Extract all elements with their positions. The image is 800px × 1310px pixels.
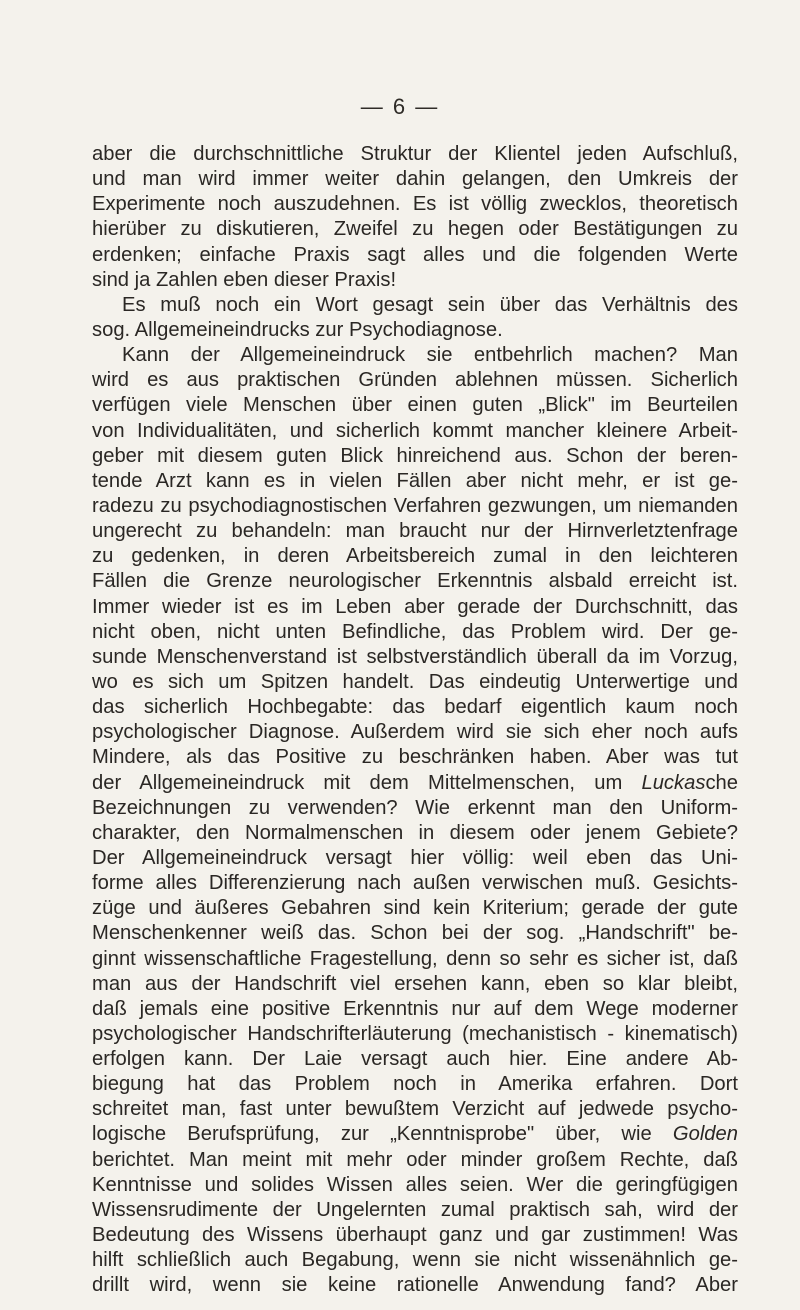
text-line: sind ja Zahlen eben dieser Praxis! [92,268,397,291]
text-line: ungerecht zu behandeln: man braucht nur der Hirnverletztenfrage [92,520,738,543]
page-number: — 6 — [360,94,440,119]
text-line: hierüber zu diskutieren, Zweifel zu hegen oder Bestätigungen zu [92,218,738,241]
text-line: von Individualitäten, und sicherlich kommt mancher kleinere Arbeit- [92,419,738,442]
text-line: züge und äußeres Gebahren sind kein Kriterium; gerade der gute [92,897,738,920]
text-line: zu gedenken, in deren Arbeitsbereich zumal in den leichteren [92,545,738,568]
text-line: nicht oben, nicht unten Befindliche, das Problem wird. Der ge- [92,620,738,643]
text-line: schreitet man, fast unter bewußtem Verzicht auf jedwede psycho- [92,1098,738,1121]
text-line: Bedeutung des Wissens überhaupt ganz und gar zustimmen! Was [92,1224,738,1247]
text-line [92,771,738,796]
text-fragment: der Allgemeineindruck mit dem Mittelmenschen, um [92,771,642,794]
text-line: berichtet. Man meint mit mehr oder minder großem Rechte, daß [92,1148,738,1171]
text-line: geber mit diesem guten Blick hinreichend aus. Schon der beren- [92,444,738,467]
text-line: und man wird immer weiter dahin gelangen, den Umkreis der [92,168,738,191]
text-line: Es muß noch ein Wort gesagt sein über das Verhältnis des [122,293,738,316]
text-line: psychologischer Diagnose. Außerdem wird sie sich eher noch aufs [92,721,738,744]
text-line: wird es aus praktischen Gründen ablehnen müssen. Sicherlich [92,369,738,392]
text-line: Fällen die Grenze neurologischer Erkenntnis alsbald erreicht ist. [92,570,738,593]
text-line: Bezeichnungen zu verwenden? Wie erkennt man den Uniform- [92,796,738,819]
text-line: psychologischer Handschrifterläuterung (mechanistisch - kinematisch) [92,1022,738,1045]
text-line: sunde Menschenverstand ist selbstverständlich überall da im Vorzug, [92,645,738,668]
text-line: tende Arzt kann es in vielen Fällen aber nicht mehr, er ist ge- [92,469,738,492]
text-line: Kann der Allgemeineindruck sie entbehrlich machen? Man [122,344,738,367]
text-line: biegung hat das Problem noch in Amerika erfahren. Dort [92,1073,738,1096]
text-line: Immer wieder ist es im Leben aber gerade der Durchschnitt, das [92,595,738,618]
text-line: daß jemals eine positive Erkenntnis nur auf dem Wege moderner [92,997,738,1020]
author-name-luckas: Luckas [641,771,706,794]
text-line: Kenntnisse und solides Wissen alles seien. Wer die geringfügigen [92,1173,738,1196]
text-line: Mindere, als das Positive zu beschränken haben. Aber was tut [92,746,738,769]
text-line: verfügen viele Menschen über einen guten „Blick" im Beurteilen [92,394,738,417]
text-line [92,1122,738,1147]
text-line: erdenken; einfache Praxis sagt alles und die folgenden Werte [92,243,738,266]
text-line: ginnt wissenschaftliche Fragestellung, denn so sehr es sicher ist, daß [92,947,738,970]
text-line: Experimente noch auszudehnen. Es ist völlig zwecklos, theoretisch [92,193,738,216]
text-line: das sicherlich Hochbegabte: das bedarf eigentlich kaum noch [92,696,738,719]
body-text [92,142,738,1298]
text-fragment: logische Berufsprüfung, zur „Kenntnisprobe" über, wie [92,1123,673,1146]
author-name-golden: Golden [672,1123,738,1146]
text-line: radezu zu psychodiagnostischen Verfahren gezwungen, um niemanden [92,494,738,517]
text-line: Wissensrudimente der Ungelernten zumal praktisch sah, wird der [92,1198,738,1221]
text-line: forme alles Differenzierung nach außen verwischen muß. Gesichts- [92,872,738,895]
text-line: man aus der Handschrift viel ersehen kann, eben so klar bleibt, [92,972,738,995]
text-line: hilft schließlich auch Begabung, wenn sie nicht wissenähnlich ge- [92,1249,738,1272]
text-line: aber die durchschnittliche Struktur der Klientel jeden Aufschluß, [92,143,738,165]
text-line: drillt wird, wenn sie keine rationelle Anwendung fand? Aber [92,1274,738,1297]
text-line: wo es sich um Spitzen handelt. Das eindeutig Unterwertige und [92,670,738,693]
text-line: Menschenkenner weiß das. Schon bei der sog. „Handschrift" be- [92,922,738,945]
text-line: sog. Allgemeineindrucks zur Psychodiagnose. [92,318,503,341]
text-line: Der Allgemeineindruck versagt hier völlig: weil eben das Uni- [92,846,738,869]
text-fragment: che [705,771,738,794]
text-line: erfolgen kann. Der Laie versagt auch hier. Eine andere Ab- [92,1048,738,1071]
text-line: charakter, den Normalmenschen in diesem oder jenem Gebiete? [92,821,738,844]
